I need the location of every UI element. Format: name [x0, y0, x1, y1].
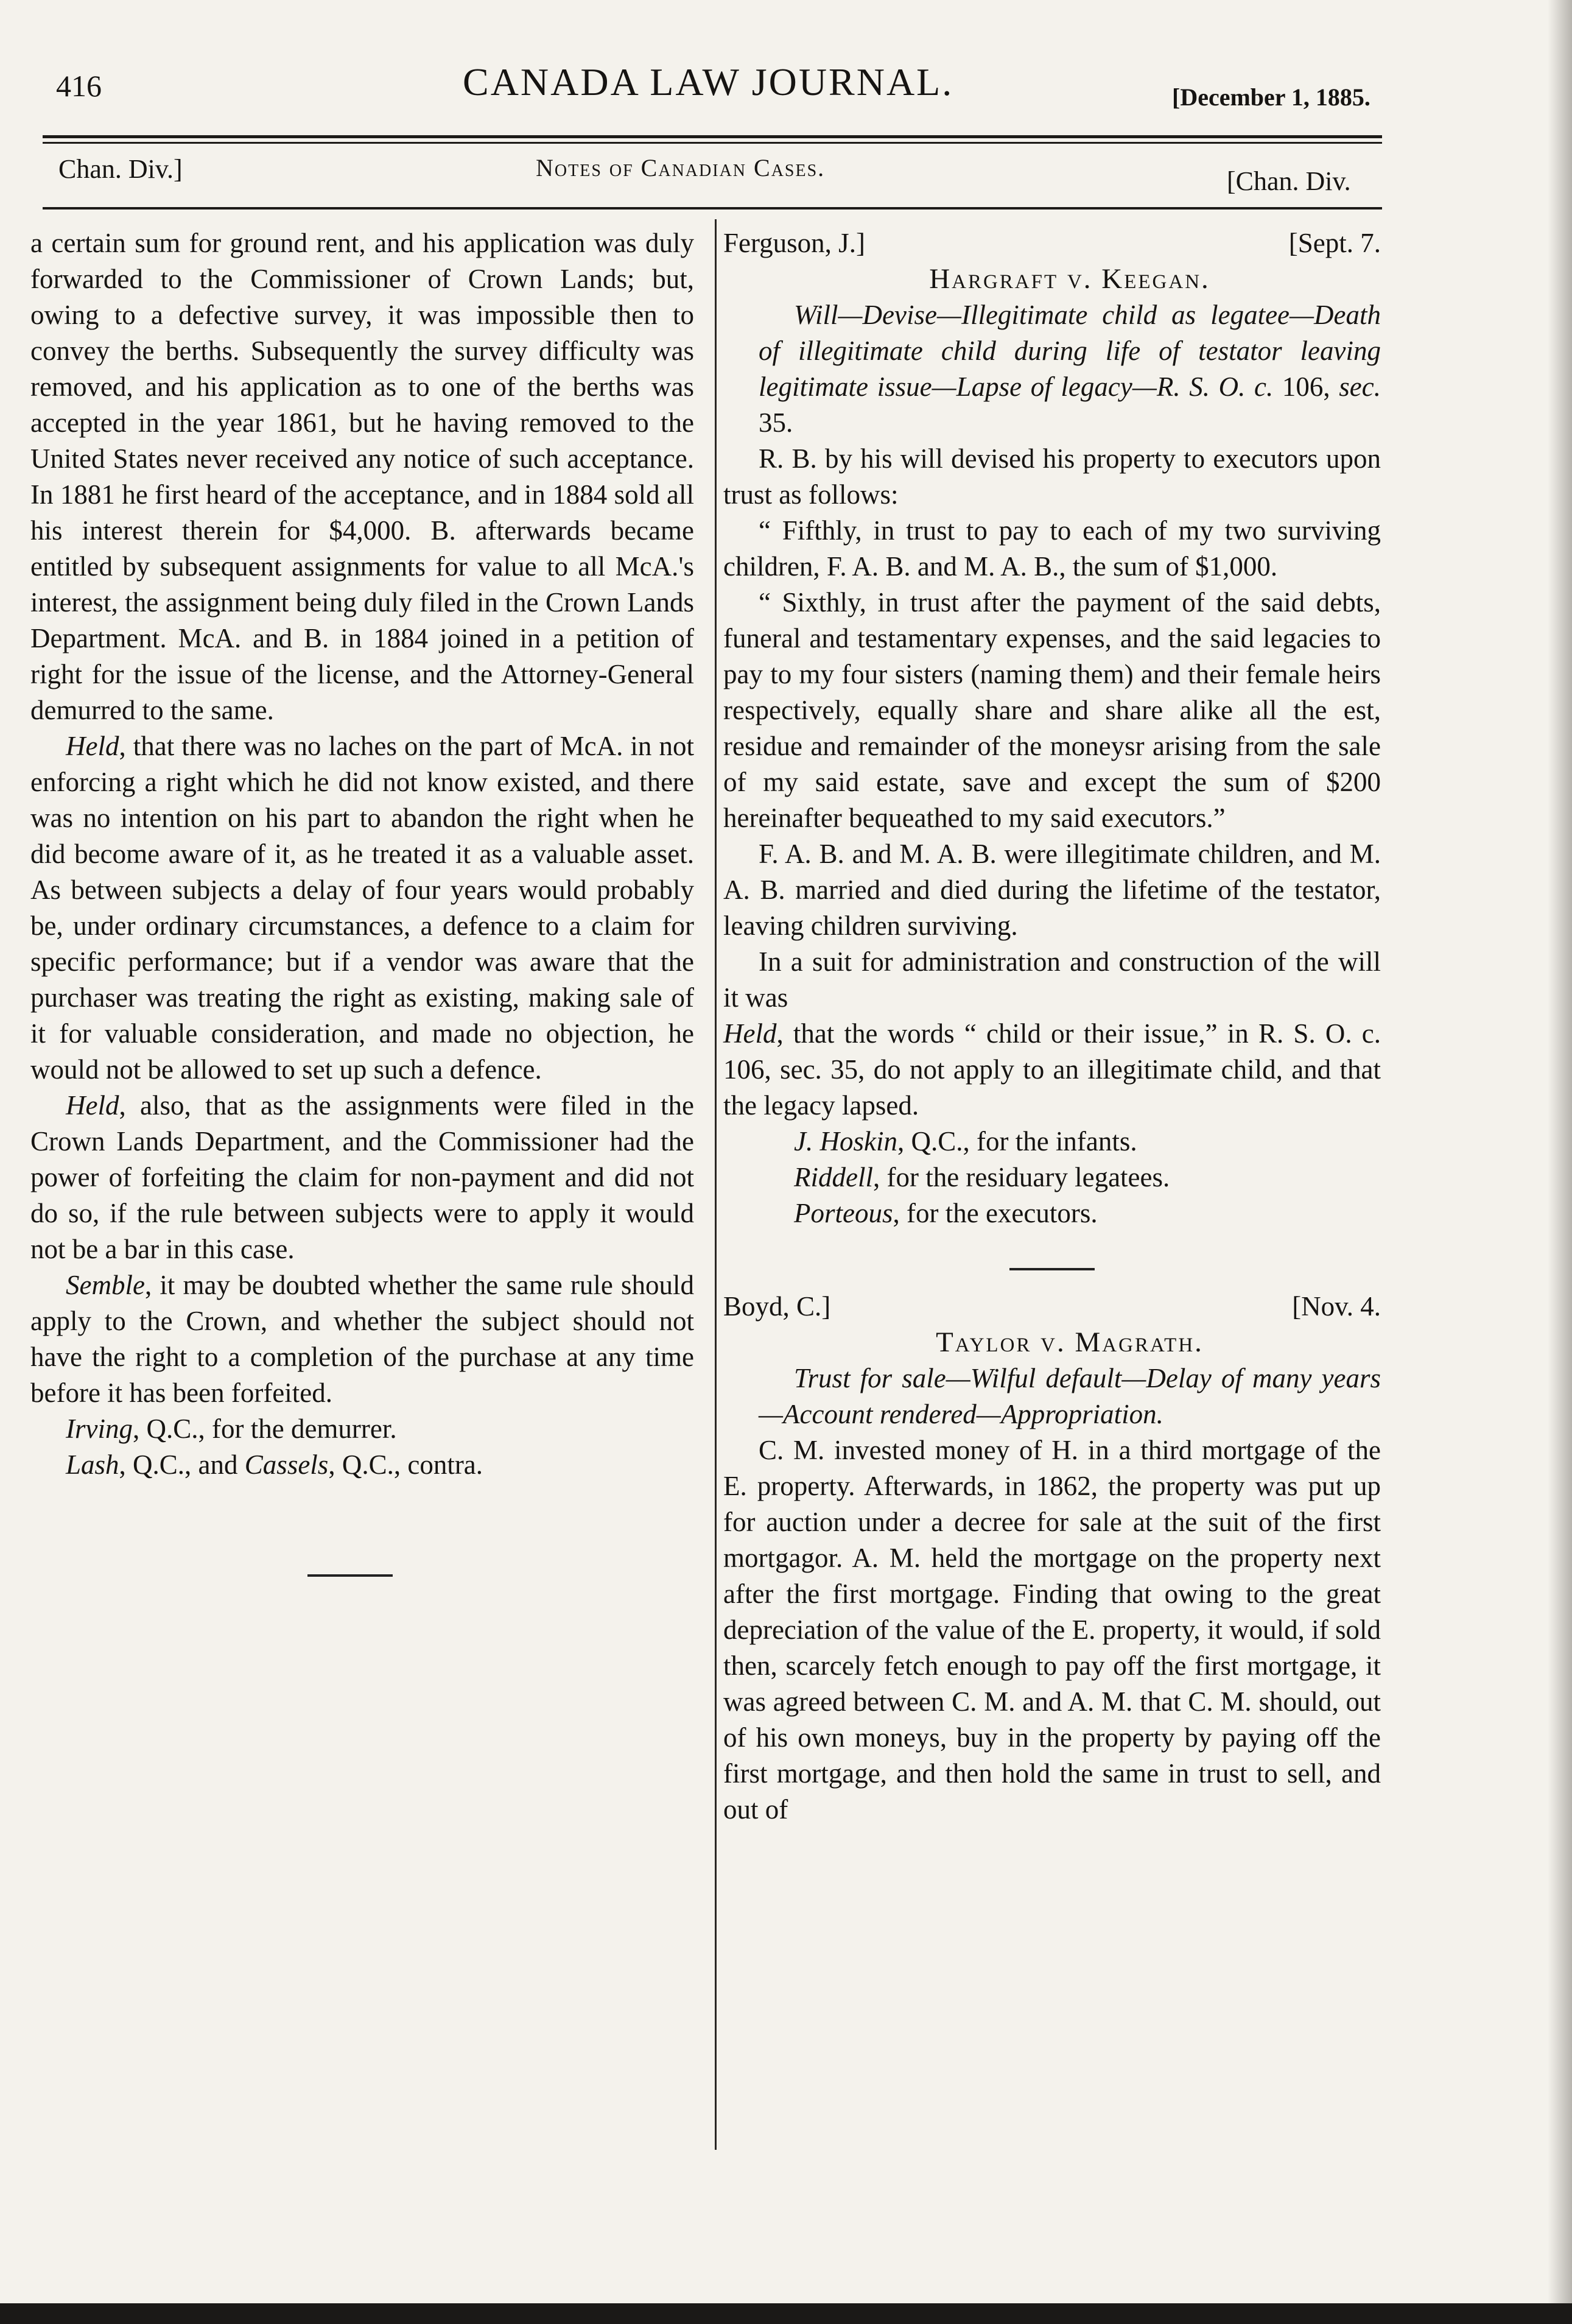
counsel-role: , Q.C., for the demurrer. [132, 1414, 397, 1444]
body-paragraph: In a suit for administration and construction of the will it was [723, 946, 1381, 1013]
held-paragraph-2 [30, 1088, 694, 1267]
held-text: , that the words “ child or their issue,” in R. S. O. c. 106, sec. 35, do not apply to an illegitimate child, and that the legacy lapsed. [723, 1018, 1381, 1121]
semble-text: , it may be doubted whether the same rule should apply to the Crown, and whether the subject should not have the right to a completion of the purchase at any time before it has been forfeited. [30, 1270, 694, 1408]
counsel-role: , for the residuary legatees. [872, 1162, 1170, 1192]
journal-title: CANADA LAW JOURNAL. [463, 60, 954, 104]
semble-lead: Semble [66, 1270, 145, 1300]
counsel-line [30, 1411, 694, 1447]
quoted-paragraph: “ Fifthly, in trust to pay to each of my two surviving children, F. A. B. and M. A. B., the sum of $1,000. [723, 515, 1381, 582]
held-paragraph [723, 1016, 1381, 1124]
held-lead: Held [723, 1018, 777, 1049]
left-column [30, 225, 694, 1577]
held-lead: Held [66, 1090, 119, 1121]
column-divider [715, 219, 717, 2150]
case-title-taylor: Taylor v. Magrath. [936, 1326, 1204, 1358]
semble-paragraph [30, 1267, 694, 1411]
right-column [723, 225, 1381, 1828]
body-paragraph: C. M. invested money of H. in a third mortgage of the E. property. Afterwards, in 1862, the property was put up for auction under a decree for sale at the suit of the first mortgagor. A. M. held the mortgage on the property next after the first mortgage. Finding that owing to the great depreciation of the value of the E. property, it would, if sold then, scarcely fetch enough to pay off the first mortgage, it was agreed between C. M. and A. M. that C. M. should, out of his own moneys, buy in the property by paying off the first mortgage, and then hold the same in trust to sell, and out of [723, 1435, 1381, 1825]
running-head-left: Chan. Div.] [58, 154, 183, 184]
catchwords-plain: 35. [759, 407, 793, 438]
header-rule-second [43, 142, 1382, 144]
decision-date: [Sept. 7. [1288, 228, 1381, 258]
catchwords-taylor: Trust for sale—Wilful default—Delay of many years—Account rendered—Appropriation. [759, 1363, 1381, 1429]
counsel-name: J. Hoskin [794, 1126, 897, 1157]
running-head-right: [Chan. Div. [1227, 166, 1351, 196]
counsel-line [723, 1160, 1381, 1195]
held-text: , also, that as the assignments were filed in the Crown Lands Department, and the Commissioner had the power of forfeiting the claim for non-payment and did not do so, if the rule between subjects were to apply it would not be a bar in this case. [30, 1090, 694, 1264]
scan-edge-shadow [1548, 0, 1572, 2324]
held-lead: Held [66, 731, 119, 761]
body-paragraph: R. B. by his will devised his property to executors upon trust as follows: [723, 443, 1381, 510]
catchwords-hargraft [723, 297, 1381, 441]
page-number: 416 [56, 69, 102, 103]
section-separator [307, 1574, 393, 1577]
catchwords-plain: 106, [1273, 371, 1339, 402]
judge-name: Boyd, C.] [723, 1291, 831, 1322]
quoted-paragraph: “ Sixthly, in trust after the payment of the said debts, funeral and testamentary expenses, and the said legacies to pay to my four sisters (naming them) and their female heirs respectively, equally share and share alike all the est, residue and remainder of the moneysr arising from the sale of my said estate, save and except the sum of $200 hereinafter bequeathed to my said executors.” [723, 587, 1381, 833]
issue-date: [December 1, 1885. [1172, 83, 1370, 111]
counsel-name: Irving [66, 1414, 133, 1444]
counsel-line [723, 1124, 1381, 1160]
counsel-name: Lash [66, 1449, 119, 1480]
case-header-hargraft [723, 225, 1381, 261]
running-head-section: Notes of Canadian Cases. [536, 154, 826, 181]
counsel-role: , Q.C., for the infants. [897, 1126, 1137, 1157]
catchwords-italic: sec. [1339, 371, 1381, 402]
counsel-name: Cassels [244, 1449, 329, 1480]
judge-name: Ferguson, J.] [723, 228, 865, 258]
case-header-taylor [723, 1289, 1381, 1325]
header-rule-top [43, 135, 1382, 138]
counsel-name: Porteous [794, 1198, 893, 1228]
counsel-joiner: , Q.C., and [119, 1449, 245, 1480]
catchwords-italic: Will—Devise—Illegitimate child as legatee—Death of illegitimate child during life of testator leaving legitimate issue—Lapse of legacy—R. S. O. c. [759, 300, 1381, 402]
scan-bottom-edge [0, 2303, 1572, 2324]
counsel-role: , for the executors. [893, 1198, 1098, 1228]
counsel-line [723, 1195, 1381, 1231]
counsel-name: Riddell [794, 1162, 873, 1192]
held-text: , that there was no laches on the part of McA. in not enforcing a right which he did not know existed, and there was no intention on his part to abandon the right when he did become aware of it, as he treated it as a valuable asset. As between subjects a delay of four years would probably be, under ordinary circumstances, a defence to a claim for specific performance; but if a vendor was aware that the purchaser was treating the right as existing, making sale of it for valuable consideration, and made no objection, he would not be allowed to set up such a defence. [30, 731, 694, 1085]
subheader-rule [43, 207, 1382, 210]
body-paragraph: F. A. B. and M. A. B. were illegitimate children, and M. A. B. married and died during the lifetime of the testator, leaving children surviving. [723, 839, 1381, 941]
case-title-hargraft: Hargraft v. Keegan. [929, 263, 1210, 295]
counsel-role: , Q.C., contra. [328, 1449, 483, 1480]
held-paragraph-1 [30, 728, 694, 1088]
counsel-line [30, 1447, 694, 1483]
case-facts-paragraph: a certain sum for ground rent, and his application was duly forwarded to the Commissioner of Crown Lands; but, owing to a defective survey, it was impossible then to convey the berths. Subsequently the survey difficulty was removed, and his application as to one of the berths was accepted in the year 1861, but he having removed to the United States never received any notice of such acceptance. In 1881 he first heard of the acceptance, and in 1884 sold all his interest therein for $4,000. B. afterwards became entitled by subsequent assignments for value to all McA.'s interest, the assignment being duly filed in the Crown Lands Department. McA. and B. in 1884 joined in a petition of right for the issue of the license, and the Attorney-General demurred to the same. [30, 228, 694, 725]
decision-date: [Nov. 4. [1292, 1291, 1381, 1322]
